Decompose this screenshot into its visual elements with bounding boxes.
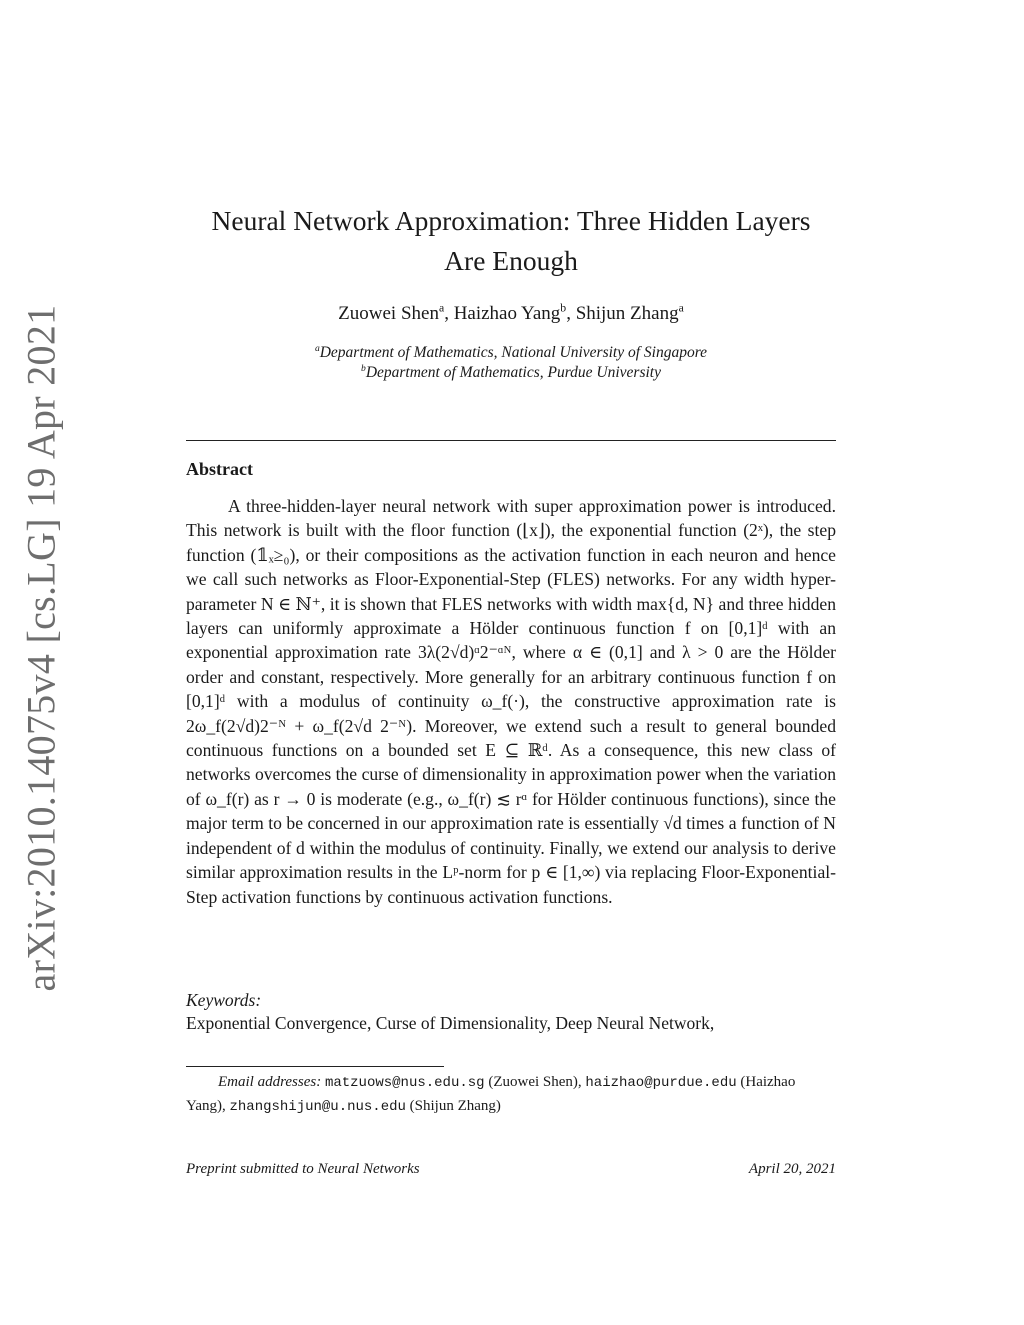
affiliation-text: Department of Mathematics, National University of Singapore bbox=[319, 344, 708, 361]
author-list: Zuowei Shen$^a$, Haizhao Yang$^b$, Shijun Zhang$^a$ bbox=[338, 301, 684, 324]
email-owner: (Haizhao Yang), bbox=[186, 1074, 796, 1114]
affiliation-text: Department of Mathematics, Purdue University bbox=[365, 364, 661, 381]
affiliation-mark: a bbox=[678, 301, 684, 315]
email-link[interactable]: haizhao@purdue.edu bbox=[585, 1075, 737, 1091]
email-footnote bbox=[186, 1071, 836, 1119]
email-link[interactable]: zhangshijun@u.nus.edu bbox=[229, 1099, 406, 1115]
arxiv-sidebar-stamp bbox=[0, 0, 80, 1325]
author-name: Haizhao Yang bbox=[453, 303, 561, 324]
email-owner: (Shijun Zhang) bbox=[409, 1098, 501, 1114]
affiliation-mark: b bbox=[361, 362, 366, 374]
keywords-heading: Keywords: bbox=[186, 990, 262, 1010]
affiliation-mark: a bbox=[438, 301, 445, 315]
arxiv-id: arXiv:2010.14075v4 [cs.LG] 19 Apr 2021 bbox=[18, 304, 64, 992]
footnote-rule bbox=[186, 1066, 444, 1067]
affiliation-mark: a bbox=[314, 342, 320, 354]
preprint-date: April 20, 2021 bbox=[748, 1161, 836, 1177]
author-name: Shijun Zhang bbox=[575, 303, 679, 324]
title-line-1: Neural Network Approximation: Three Hidden Layers bbox=[211, 205, 811, 236]
email-owner: (Zuowei Shen), bbox=[488, 1074, 582, 1090]
abstract-top-rule bbox=[186, 440, 836, 441]
email-label: Email addresses: bbox=[218, 1074, 322, 1090]
preprint-note: Preprint submitted to Neural Networks bbox=[186, 1161, 420, 1177]
affiliation-a bbox=[180, 344, 842, 362]
abstract-heading: Abstract bbox=[186, 459, 253, 479]
paper-title bbox=[180, 201, 842, 281]
title-line-2: Are Enough bbox=[444, 245, 578, 276]
author-name: Zuowei Shen bbox=[338, 303, 439, 324]
affiliation-b bbox=[180, 364, 842, 382]
email-link[interactable]: matzuows@nus.edu.sg bbox=[324, 1075, 485, 1091]
abstract-body: A three-hidden-layer neural network with super approximation power is introduced. This network is built with the floor function (⌊x⌋), the exponential function (2ˣ), the step function (𝟙ₓ≥₀), or their compositions as the activation function in each neuron and hence we call such networks as Floor-Exponential-Step (FLES) networks. For any width hyper-parameter N ∈ ℕ⁺, it is shown that FLES networks with width max{d, N} and three hidden layers can uniformly approximate a Hölder continuous function f on [0,1]ᵈ with an exponential approximation rate 3λ(2√d)ᵅ2⁻ᵅᴺ, where α ∈ (0,1] and λ > 0 are the Hölder order and constant, respectively. More generally for an arbitrary continuous function f on [0,1]ᵈ with a modulus of continuity ω_f(·), the constructive approximation rate is 2ω_f(2√d)2⁻ᴺ + ω_f(2√d 2⁻ᴺ). Moreover, we extend such a result to general bounded continuous functions on a bounded set E ⊆ ℝᵈ. As a consequence, this new class of networks overcomes the curse of dimensionality in approximation power when the variation of ω_f(r) as r → 0 is moderate (e.g., ω_f(r) ≲ rᵅ for Hölder continuous functions), since the major term to be concerned in our approximation rate is essentially √d times a function of N independent of d within the modulus of continuity. Finally, we extend our analysis to derive similar approximation results in the Lᵖ-norm for p ∈ [1,∞) via replacing Floor-Exponential-Step activation functions by continuous activation functions. bbox=[186, 496, 836, 907]
affiliation-mark: b bbox=[560, 301, 567, 315]
keywords-list: Exponential Convergence, Curse of Dimensionality, Deep Neural Network, bbox=[186, 1013, 715, 1033]
